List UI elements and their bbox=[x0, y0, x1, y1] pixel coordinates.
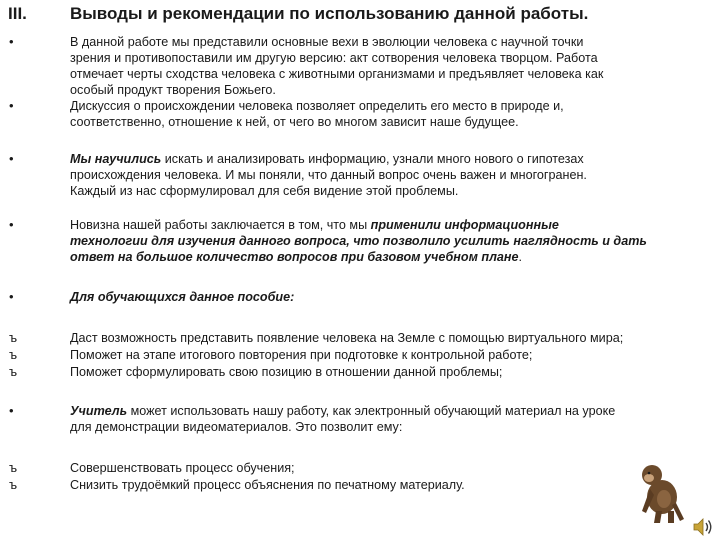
list-item: Даст возможность представить появление человека на Земле с помощью виртуального мира; bbox=[70, 331, 624, 345]
emphasis-text: применили информационные bbox=[370, 218, 559, 232]
bullet-marker bbox=[9, 98, 29, 114]
text-line: происхождения человека. И мы поняли, что данный вопрос очень важен и многогранен. bbox=[70, 168, 587, 182]
text-line: отмечает черты сходства человека с животными организмами и предъявляет человека как bbox=[70, 67, 604, 81]
bullet-marker bbox=[9, 289, 29, 305]
text-line: зрения и противопоставили им другую версию: акт сотворения человека творцом. Работа bbox=[70, 51, 598, 65]
paragraph-2-text bbox=[70, 151, 714, 199]
text-line: Дискуссия о происхождении человека позволяет определить его место в природе и, bbox=[70, 99, 564, 113]
text-span: может использовать нашу работу, как электронный обучающий материал на уроке bbox=[127, 404, 616, 418]
bullet-marker bbox=[9, 217, 29, 233]
text-line: Каждый из нас сформулировал для себя видение этой проблемы. bbox=[70, 184, 459, 198]
paragraph-5-text bbox=[70, 403, 714, 435]
text-span: искать и анализировать информацию, узнали много нового о гипотезах bbox=[161, 152, 584, 166]
text-line bbox=[70, 151, 714, 167]
text-line bbox=[70, 249, 714, 265]
bullet-marker bbox=[9, 403, 29, 419]
speaker-icon[interactable] bbox=[692, 517, 714, 537]
text-span: Новизна нашей работы заключается в том, что мы bbox=[70, 218, 371, 232]
paragraph-3-text bbox=[70, 217, 714, 265]
emphasis-text: технологии для изучения данного вопроса, что позволило усилить наглядность и дать bbox=[70, 234, 647, 248]
list-1-text bbox=[70, 330, 714, 381]
list-marker: ъ bbox=[9, 460, 18, 475]
section-number: III. bbox=[8, 4, 27, 23]
emphasis-text: Мы научились bbox=[70, 152, 162, 166]
emphasis-text: Учитель bbox=[70, 404, 128, 418]
list-item: Поможет сформулировать свою позицию в отношении данной проблемы; bbox=[70, 365, 503, 379]
emphasis-text: Для обучающихся данное пособие: bbox=[70, 290, 295, 304]
text-line: для демонстрации видеоматериалов. Это позволит ему: bbox=[70, 420, 403, 434]
text-line: соответственно, отношение к ней, от чего во многом зависит наше будущее. bbox=[70, 115, 519, 129]
bullet-marker bbox=[9, 151, 29, 167]
list-marker: ъ bbox=[9, 364, 18, 379]
paragraph-1-text bbox=[70, 34, 714, 130]
text-span: . bbox=[518, 250, 523, 264]
list-item: Совершенствовать процесс обучения; bbox=[70, 461, 295, 475]
emphasis-text: ответ на большое количество вопросов при базовом учебном плане bbox=[70, 250, 519, 264]
list-2-text bbox=[70, 460, 714, 494]
text-line bbox=[70, 403, 714, 419]
text-line: особый продукт творения Божьего. bbox=[70, 83, 276, 97]
list-item: Снизить трудоёмкий процесс объяснения по печатному материалу. bbox=[70, 478, 465, 492]
page-title: Выводы и рекомендации по использованию данной работы. bbox=[70, 4, 589, 23]
text-line bbox=[70, 217, 714, 233]
monkey-image bbox=[634, 455, 692, 525]
list-marker: ъ bbox=[9, 347, 18, 362]
bullet-marker bbox=[9, 34, 29, 50]
text-line: В данной работе мы представили основные вехи в эволюции человека с научной точки bbox=[70, 35, 584, 49]
list-item: Поможет на этапе итогового повторения при подготовке к контрольной работе; bbox=[70, 348, 533, 362]
list-marker: ъ bbox=[9, 477, 18, 492]
paragraph-4-text bbox=[70, 289, 714, 305]
list-marker: ъ bbox=[9, 330, 18, 345]
